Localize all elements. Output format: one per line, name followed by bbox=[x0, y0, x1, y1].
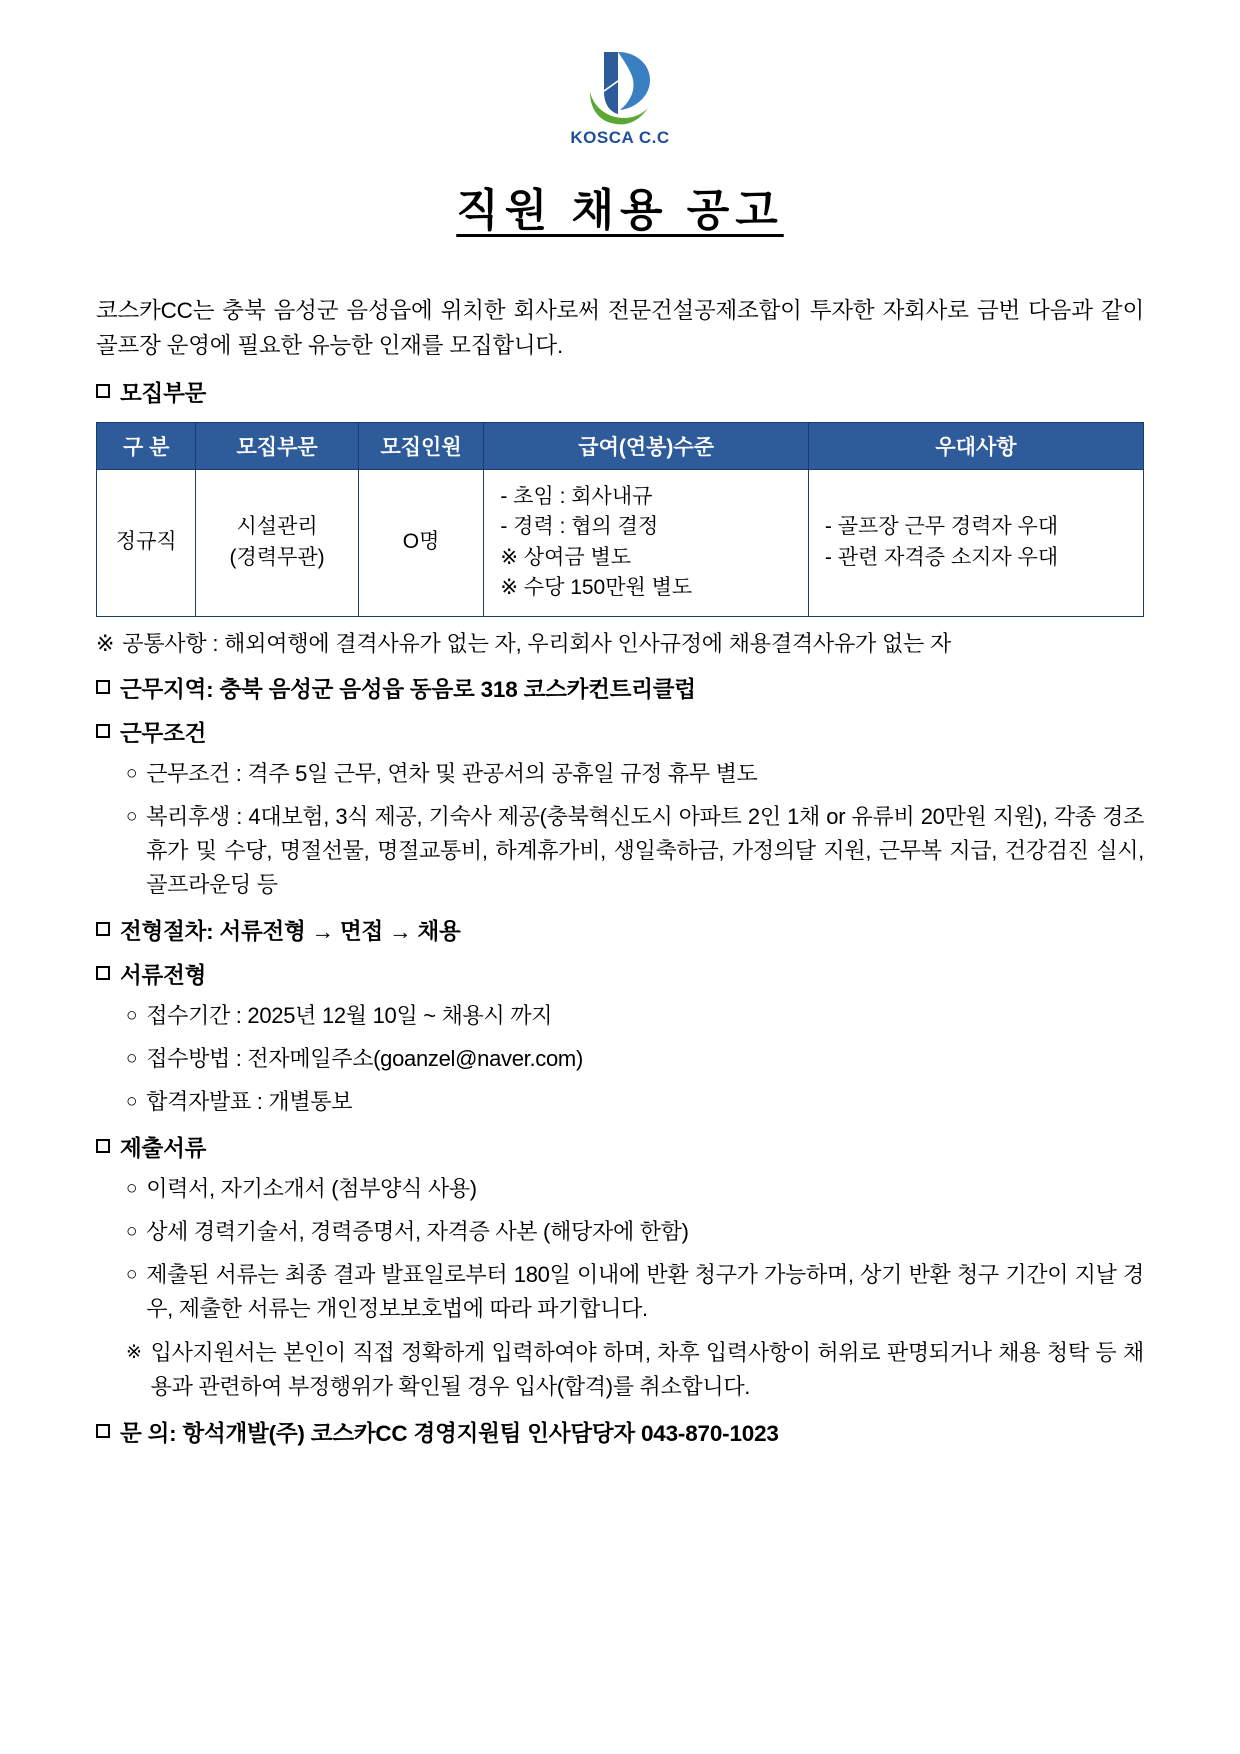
square-bullet-icon bbox=[96, 922, 110, 936]
section-label: 전형절차 bbox=[120, 918, 207, 944]
circle-bullet-icon: ○ bbox=[126, 1004, 138, 1026]
list-item bbox=[96, 1172, 1144, 1206]
circle-bullet-icon: ○ bbox=[126, 1178, 138, 1200]
salary-line: - 경력 : 협의 결정 bbox=[500, 515, 659, 539]
section-label: 근무지역 bbox=[120, 676, 207, 702]
preference-line: - 관련 자격증 소지자 우대 bbox=[824, 545, 1059, 569]
list-item bbox=[96, 1258, 1144, 1326]
table-header-cell: 우대사항 bbox=[808, 422, 1143, 469]
circle-bullet-icon: ○ bbox=[126, 1221, 138, 1243]
section-heading-work-area bbox=[96, 672, 1144, 704]
section-value: : 항석개발(주) 코스카CC 경영지원팀 인사담당자 043-870-1023 bbox=[169, 1420, 779, 1446]
list-item-text: 제출된 서류는 최종 결과 발표일로부터 180일 이내에 반환 청구가 가능하며, 상기 반환 청구 기간이 지날 경우, 제출한 서류는 개인정보보호법에 따라 파기합니다. bbox=[146, 1262, 1144, 1322]
recruit-table bbox=[96, 422, 1144, 617]
list-item-text: 접수기간 : 2025년 12월 10일 ~ 채용시 까지 bbox=[146, 1002, 553, 1028]
list-item-text: 접수방법 : 전자메일주소(goanzel@naver.com) bbox=[146, 1045, 583, 1071]
square-bullet-icon bbox=[96, 384, 110, 398]
list-item-text: 복리후생 : 4대보험, 3식 제공, 기숙사 제공(충북혁신도시 아파트 2인 1채 or 유류비 20만원 지원), 각종 경조휴가 및 수당, 명절선물, 명절교통비, 하계휴가비, 생일축하금, 가정의달 지원, 근무복 지급, 건강검진 실시, 골프라운딩 등 bbox=[146, 803, 1144, 897]
submission-note bbox=[96, 1336, 1144, 1404]
circle-bullet-icon: ○ bbox=[126, 805, 138, 827]
table-header-cell: 모집부문 bbox=[196, 422, 358, 469]
kosca-cc-logo-icon bbox=[574, 46, 666, 126]
reference-mark-icon: ※ bbox=[126, 1341, 142, 1363]
salary-line: - 초임 : 회사내규 bbox=[500, 484, 653, 508]
cell-salary bbox=[484, 469, 809, 616]
list-item bbox=[96, 800, 1144, 902]
square-bullet-icon bbox=[96, 1424, 110, 1438]
cell-field bbox=[196, 469, 358, 616]
preference-line: - 골프장 근무 경력자 우대 bbox=[824, 515, 1059, 539]
list-item-text: 상세 경력기술서, 경력증명서, 자격증 사본 (해당자에 한함) bbox=[146, 1219, 689, 1245]
table-header-row bbox=[97, 422, 1144, 469]
logo-brand-text: KOSCA C.C bbox=[570, 128, 670, 147]
section-label: 문 의 bbox=[120, 1420, 170, 1446]
square-bullet-icon bbox=[96, 1139, 110, 1153]
section-heading-document-screening bbox=[96, 958, 1144, 990]
section-value: : 서류전형 → 면접 → 채용 bbox=[206, 918, 461, 944]
list-item bbox=[96, 999, 1144, 1033]
section-label: 서류전형 bbox=[120, 962, 207, 988]
list-item bbox=[96, 1085, 1144, 1119]
section-heading-work-condition bbox=[96, 716, 1144, 748]
cell-field-line1: 시설관리 bbox=[236, 515, 318, 539]
section-label: 모집부문 bbox=[120, 380, 207, 406]
table-row bbox=[97, 469, 1144, 616]
list-item bbox=[96, 757, 1144, 791]
intro-paragraph: 코스카CC는 충북 음성군 음성읍에 위치한 회사로써 전문건설공제조합이 투자한 자회사로 금번 다음과 같이 골프장 운영에 필요한 유능한 인재를 모집합니다. bbox=[96, 298, 1144, 358]
section-label: 근무조건 bbox=[120, 720, 207, 746]
list-item-text: 이력서, 자기소개서 (첨부양식 사용) bbox=[146, 1176, 477, 1202]
salary-line: ※ 수당 150만원 별도 bbox=[500, 576, 693, 600]
section-heading-recruit-field bbox=[96, 376, 1144, 408]
reference-mark-icon: ※ bbox=[96, 630, 115, 656]
cell-field-line2: (경력무관) bbox=[229, 545, 325, 569]
circle-bullet-icon: ○ bbox=[126, 1264, 138, 1286]
square-bullet-icon bbox=[96, 724, 110, 738]
table-header-cell: 급여(연봉)수준 bbox=[484, 422, 809, 469]
section-heading-process bbox=[96, 914, 1144, 946]
table-header-cell: 모집인원 bbox=[358, 422, 484, 469]
common-note-text: 공통사항 : 해외여행에 결격사유가 없는 자, 우리회사 인사규정에 채용결격사유가 없는 자 bbox=[122, 630, 952, 656]
list-item-text: 합격자발표 : 개별통보 bbox=[146, 1089, 353, 1115]
circle-bullet-icon: ○ bbox=[126, 1047, 138, 1069]
section-heading-inquiry bbox=[96, 1416, 1144, 1448]
common-note bbox=[96, 627, 1144, 660]
circle-bullet-icon: ○ bbox=[126, 1091, 138, 1113]
section-label: 제출서류 bbox=[120, 1136, 207, 1162]
circle-bullet-icon: ○ bbox=[126, 762, 138, 784]
salary-line: ※ 상여금 별도 bbox=[500, 545, 632, 569]
list-item-text: 근무조건 : 격주 5일 근무, 연차 및 관공서의 공휴일 규정 휴무 별도 bbox=[146, 760, 758, 786]
cell-division: 정규직 bbox=[97, 469, 196, 616]
table-header-cell: 구 분 bbox=[97, 422, 196, 469]
page-title: 직원 채용 공고 bbox=[456, 186, 784, 235]
section-heading-submission bbox=[96, 1131, 1144, 1163]
section-value: : 충북 음성군 음성읍 동음로 318 코스카컨트리클럽 bbox=[206, 676, 696, 702]
company-logo bbox=[96, 46, 1144, 148]
submission-note-text: 입사지원서는 본인이 직접 정확하게 입력하여야 하며, 차후 입력사항이 허위로 판명되거나 채용 청탁 등 채용과 관련하여 부정행위가 확인될 경우 입사(합격)를 취소합니다. bbox=[150, 1339, 1144, 1399]
square-bullet-icon bbox=[96, 680, 110, 694]
cell-preference bbox=[808, 469, 1143, 616]
square-bullet-icon bbox=[96, 966, 110, 980]
list-item bbox=[96, 1042, 1144, 1076]
cell-headcount: O명 bbox=[358, 469, 484, 616]
list-item bbox=[96, 1215, 1144, 1249]
